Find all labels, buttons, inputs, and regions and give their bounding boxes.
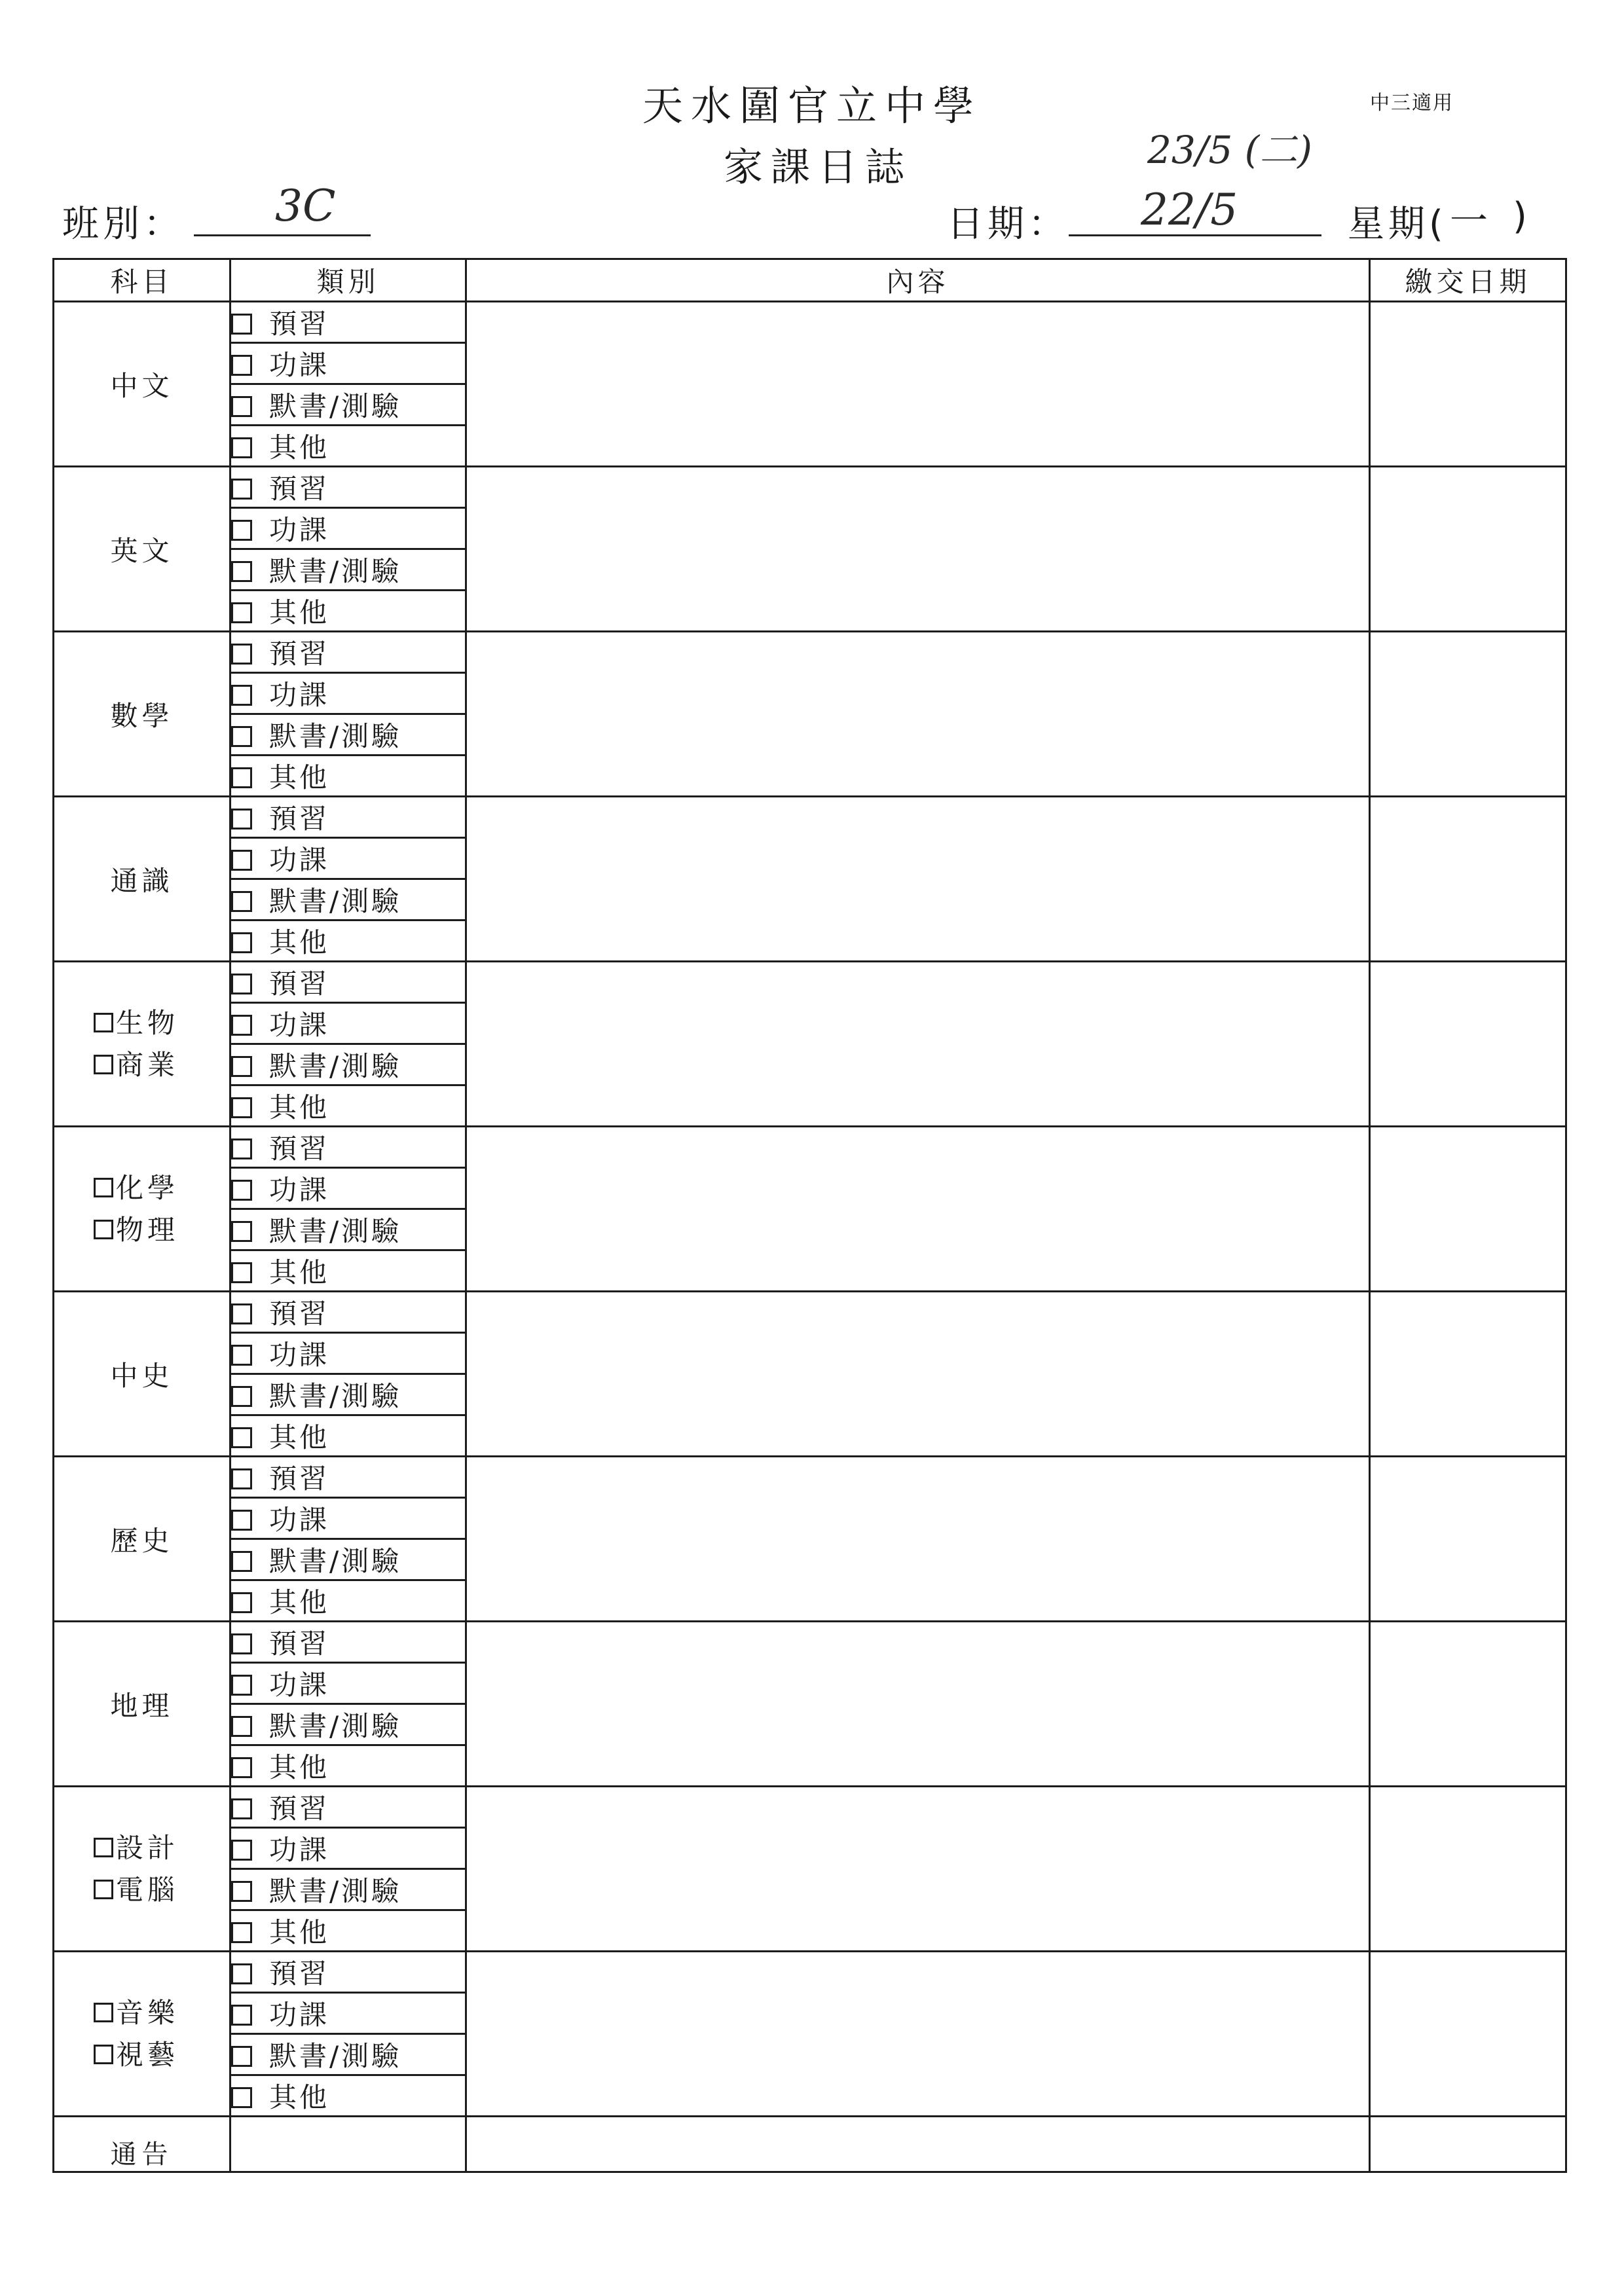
due-date-cell[interactable] (1370, 1622, 1566, 1787)
subject-cell (54, 632, 231, 797)
diary-title: 家課日誌 (724, 145, 912, 191)
applicable-form-note: 中三適用 (1370, 92, 1454, 115)
subject-name[interactable] (54, 1002, 229, 1044)
type-checkbox[interactable] (231, 1798, 252, 1819)
type-cell[interactable] (231, 1415, 466, 1457)
table-header-row (54, 259, 1566, 302)
content-cell[interactable] (466, 1127, 1370, 1292)
subject-checkbox[interactable] (94, 1178, 113, 1197)
subject-label: 化學 (116, 1171, 179, 1204)
type-cell[interactable] (231, 1292, 466, 1333)
subject-label: 生物 (116, 1006, 179, 1039)
type-label: 默書/測驗 (269, 390, 402, 422)
subject-cell (54, 302, 231, 467)
class-label: 班別： (62, 203, 184, 246)
content-cell[interactable] (466, 1457, 1370, 1622)
type-label: 功課 (269, 1174, 330, 1206)
header-due-date: 繳交日期 (1370, 259, 1566, 302)
type-label: 功課 (269, 349, 330, 381)
type-cell[interactable] (231, 714, 466, 756)
type-label: 默書/測驗 (269, 1050, 402, 1082)
type-cell[interactable] (231, 632, 466, 673)
type-cell[interactable] (231, 1333, 466, 1374)
content-cell[interactable] (466, 632, 1370, 797)
type-label: 其他 (269, 431, 330, 464)
subject-checkbox[interactable] (94, 1220, 113, 1239)
type-checkbox[interactable] (231, 1345, 252, 1366)
type-label: 其他 (269, 1256, 330, 1288)
type-checkbox[interactable] (231, 1221, 252, 1242)
table-row (54, 632, 1566, 673)
type-cell[interactable] (231, 1787, 466, 1828)
subject-name[interactable] (54, 1869, 229, 1911)
type-checkbox[interactable] (231, 1427, 252, 1448)
type-label: 其他 (269, 761, 330, 793)
header-subject: 科目 (54, 259, 231, 302)
due-date-cell[interactable] (1370, 632, 1566, 797)
type-checkbox[interactable] (231, 974, 252, 994)
subject-label: 設計 (116, 1831, 179, 1864)
type-label: 功課 (269, 1834, 330, 1866)
type-cell[interactable] (231, 1704, 466, 1745)
type-cell[interactable] (231, 1209, 466, 1250)
subject-label: 音樂 (116, 1996, 179, 2029)
subject-name (110, 865, 173, 897)
subject-checkbox[interactable] (94, 1880, 113, 1899)
type-checkbox[interactable] (231, 396, 252, 417)
subject-label: 地理 (110, 1689, 174, 1722)
type-label: 功課 (269, 1504, 330, 1536)
subject-label: 英文 (110, 534, 174, 567)
class-underline (194, 234, 371, 236)
type-cell[interactable] (231, 2034, 466, 2075)
type-label: 功課 (269, 1999, 330, 2031)
table-row (54, 797, 1566, 838)
table-row (54, 1457, 1566, 1498)
due-date-cell[interactable] (1370, 302, 1566, 467)
type-checkbox[interactable] (231, 891, 252, 912)
subject-checkbox[interactable] (94, 1838, 113, 1857)
type-label: 其他 (269, 1421, 330, 1453)
subject-cell (54, 1952, 231, 2117)
subject-label: 數學 (110, 699, 174, 732)
type-label: 預習 (269, 968, 330, 1000)
type-cell[interactable] (231, 1003, 466, 1044)
subject-checkbox[interactable] (94, 1055, 113, 1074)
subject-name (110, 1360, 173, 1392)
type-label: 功課 (269, 514, 330, 546)
type-label: 其他 (269, 596, 330, 629)
type-label: 功課 (269, 1009, 330, 1041)
type-cell[interactable] (231, 467, 466, 508)
type-label: 默書/測驗 (269, 1545, 402, 1577)
content-cell[interactable] (466, 1622, 1370, 1787)
type-label: 其他 (269, 2081, 330, 2113)
type-label: 功課 (269, 679, 330, 711)
type-cell[interactable] (231, 1622, 466, 1663)
subject-cell (54, 1787, 231, 1952)
weekday-value[interactable]: 一 (1450, 198, 1488, 243)
type-checkbox[interactable] (231, 520, 252, 541)
type-checkbox[interactable] (231, 767, 252, 788)
type-checkbox[interactable] (231, 1633, 252, 1654)
subject-cell (54, 1457, 231, 1622)
table-row (54, 1622, 1566, 1663)
subject-cell (54, 1622, 231, 1787)
type-checkbox[interactable] (231, 1840, 252, 1861)
type-checkbox[interactable] (231, 1468, 252, 1489)
type-label: 預習 (269, 473, 330, 505)
type-cell[interactable] (231, 1250, 466, 1292)
type-label: 功課 (269, 1669, 330, 1701)
type-checkbox[interactable] (231, 2005, 252, 2026)
table-body (54, 302, 1566, 2172)
subject-label: 通識 (110, 864, 174, 897)
table-row (54, 302, 1566, 343)
type-checkbox[interactable] (231, 1015, 252, 1036)
type-label: 其他 (269, 1916, 330, 1948)
content-cell[interactable] (466, 467, 1370, 632)
type-checkbox[interactable] (231, 932, 252, 953)
type-cell[interactable] (231, 1993, 466, 2034)
due-date-cell[interactable] (1370, 467, 1566, 632)
type-cell[interactable] (231, 1085, 466, 1127)
type-label: 預習 (269, 308, 330, 340)
type-checkbox[interactable] (231, 1922, 252, 1943)
type-checkbox[interactable] (231, 602, 252, 623)
type-checkbox[interactable] (231, 437, 252, 458)
subject-name[interactable] (54, 1992, 229, 2034)
due-date-cell[interactable] (1370, 1787, 1566, 1952)
subject-name (110, 370, 173, 402)
type-checkbox[interactable] (231, 1592, 252, 1613)
notice-type-cell[interactable] (231, 2117, 466, 2172)
type-label: 默書/測驗 (269, 555, 402, 587)
type-cell[interactable] (231, 1869, 466, 1910)
type-cell[interactable] (231, 1374, 466, 1415)
due-date-cell[interactable] (1370, 1952, 1566, 2117)
type-checkbox[interactable] (231, 1180, 252, 1201)
class-value[interactable]: 3C (275, 181, 336, 231)
type-cell[interactable] (231, 426, 466, 467)
type-cell[interactable] (231, 2075, 466, 2117)
header-content: 內容 (466, 259, 1370, 302)
type-cell[interactable] (231, 384, 466, 426)
type-checkbox[interactable] (231, 1262, 252, 1283)
type-cell[interactable] (231, 1044, 466, 1085)
type-cell[interactable] (231, 920, 466, 962)
table-row (54, 962, 1566, 1003)
subject-name (110, 700, 173, 732)
type-label: 預習 (269, 1298, 330, 1330)
subject-label: 電腦 (116, 1873, 179, 1906)
type-checkbox[interactable] (231, 726, 252, 747)
subject-label: 視藝 (116, 2038, 179, 2071)
subject-name[interactable] (54, 1044, 229, 1086)
type-cell[interactable] (231, 879, 466, 920)
subject-name (110, 1690, 173, 1722)
type-label: 預習 (269, 1793, 330, 1825)
type-cell[interactable] (231, 1457, 466, 1498)
date-value[interactable]: 22/5 (1141, 185, 1238, 235)
type-checkbox[interactable] (231, 1139, 252, 1159)
content-cell[interactable] (466, 1787, 1370, 1952)
type-label: 其他 (269, 1751, 330, 1783)
content-cell[interactable] (466, 1292, 1370, 1457)
subject-name[interactable] (54, 1827, 229, 1869)
type-checkbox[interactable] (231, 479, 252, 500)
content-cell[interactable] (466, 797, 1370, 962)
subject-name (110, 535, 173, 567)
type-checkbox[interactable] (231, 1386, 252, 1407)
content-cell[interactable] (466, 962, 1370, 1127)
subject-cell (54, 467, 231, 632)
table-row (54, 1787, 1566, 1828)
type-cell[interactable] (231, 756, 466, 797)
subject-name (110, 1525, 173, 1557)
type-cell[interactable] (231, 591, 466, 632)
type-cell[interactable] (231, 838, 466, 879)
subject-label: 中文 (110, 369, 174, 402)
subject-label: 商業 (116, 1048, 179, 1081)
subject-label: 歷史 (110, 1524, 174, 1557)
due-date-cell[interactable] (1370, 1127, 1566, 1292)
subject-cell (54, 962, 231, 1127)
homework-table (52, 258, 1567, 2173)
type-checkbox[interactable] (231, 2087, 252, 2108)
type-checkbox[interactable] (231, 355, 252, 376)
type-label: 預習 (269, 1133, 330, 1165)
notice-due-cell[interactable] (1370, 2117, 1566, 2172)
type-checkbox[interactable] (231, 1510, 252, 1531)
type-label: 預習 (269, 1463, 330, 1495)
type-label: 默書/測驗 (269, 1215, 402, 1247)
type-label: 其他 (269, 926, 330, 958)
type-label: 默書/測驗 (269, 1380, 402, 1412)
type-checkbox[interactable] (231, 314, 252, 335)
subject-cell (54, 1127, 231, 1292)
type-checkbox[interactable] (231, 1303, 252, 1324)
table-row (54, 467, 1566, 508)
type-checkbox[interactable] (231, 644, 252, 665)
type-cell[interactable] (231, 1168, 466, 1209)
type-checkbox[interactable] (231, 850, 252, 871)
type-cell[interactable] (231, 302, 466, 343)
weekday-label: 星期( (1348, 203, 1447, 246)
type-checkbox[interactable] (231, 809, 252, 829)
table-row (54, 1292, 1566, 1333)
table-row (54, 1952, 1566, 1993)
type-checkbox[interactable] (231, 561, 252, 582)
type-cell[interactable] (231, 1580, 466, 1622)
type-label: 默書/測驗 (269, 1710, 402, 1742)
weekday-close: ) (1513, 195, 1527, 238)
subject-checkbox[interactable] (94, 2045, 113, 2064)
type-checkbox[interactable] (231, 2046, 252, 2067)
type-checkbox[interactable] (231, 1716, 252, 1737)
type-label: 預習 (269, 1628, 330, 1660)
type-cell[interactable] (231, 1745, 466, 1787)
type-label: 功課 (269, 1339, 330, 1371)
subject-cell (54, 1292, 231, 1457)
type-checkbox[interactable] (231, 1551, 252, 1572)
date-label: 日期： (947, 203, 1069, 246)
notice-label: 通告 (54, 2117, 231, 2172)
subject-name[interactable] (54, 2034, 229, 2076)
subject-checkbox[interactable] (94, 1013, 113, 1032)
type-checkbox[interactable] (231, 1963, 252, 1984)
type-cell[interactable] (231, 1663, 466, 1704)
type-checkbox[interactable] (231, 1056, 252, 1077)
due-date-cell[interactable] (1370, 962, 1566, 1127)
type-label: 其他 (269, 1586, 330, 1618)
type-cell[interactable] (231, 549, 466, 591)
content-cell[interactable] (466, 1952, 1370, 2117)
due-date-cell[interactable] (1370, 1292, 1566, 1457)
type-cell[interactable] (231, 1910, 466, 1952)
subject-label: 物理 (116, 1213, 179, 1246)
type-cell[interactable] (231, 673, 466, 714)
type-cell[interactable] (231, 1828, 466, 1869)
type-label: 其他 (269, 1091, 330, 1123)
type-label: 預習 (269, 638, 330, 670)
table-row (54, 1127, 1566, 1168)
type-label: 默書/測驗 (269, 720, 402, 752)
type-cell[interactable] (231, 508, 466, 549)
type-checkbox[interactable] (231, 1757, 252, 1778)
type-cell[interactable] (231, 797, 466, 838)
type-label: 功課 (269, 844, 330, 876)
handwritten-extra-date: 23/5 (二) (1147, 128, 1312, 172)
subject-name[interactable] (54, 1209, 229, 1251)
due-date-cell[interactable] (1370, 1457, 1566, 1622)
type-cell[interactable] (231, 1539, 466, 1580)
due-date-cell[interactable] (1370, 797, 1566, 962)
type-cell[interactable] (231, 1498, 466, 1539)
type-label: 默書/測驗 (269, 2040, 402, 2072)
type-cell[interactable] (231, 1127, 466, 1168)
notice-content-cell[interactable] (466, 2117, 1370, 2172)
type-cell[interactable] (231, 1952, 466, 1993)
subject-label: 中史 (110, 1359, 174, 1392)
content-cell[interactable] (466, 302, 1370, 467)
subject-cell (54, 797, 231, 962)
subject-name[interactable] (54, 1167, 229, 1209)
notice-row (54, 2117, 1566, 2172)
type-label: 預習 (269, 803, 330, 835)
subject-checkbox[interactable] (94, 2003, 113, 2022)
type-label: 默書/測驗 (269, 1875, 402, 1907)
type-cell[interactable] (231, 962, 466, 1003)
header-type: 類別 (231, 259, 466, 302)
type-label: 預習 (269, 1958, 330, 1990)
type-checkbox[interactable] (231, 1675, 252, 1696)
school-name: 天水圍官立中學 (642, 82, 982, 130)
type-cell[interactable] (231, 343, 466, 384)
type-checkbox[interactable] (231, 1881, 252, 1902)
type-checkbox[interactable] (231, 1097, 252, 1118)
type-label: 默書/測驗 (269, 885, 402, 917)
type-checkbox[interactable] (231, 685, 252, 706)
